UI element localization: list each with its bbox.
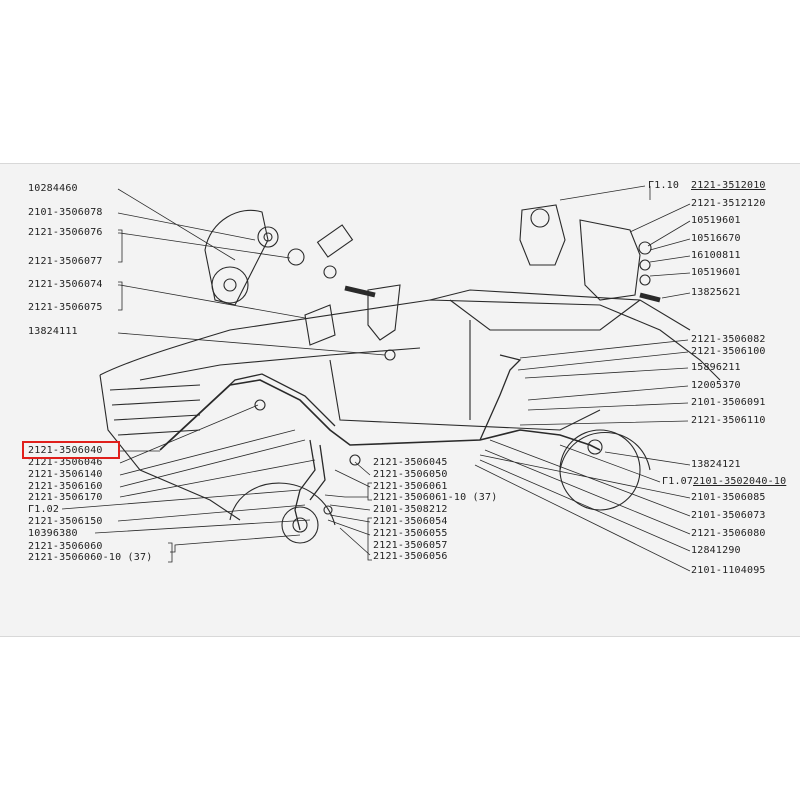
label-2121-3506040: 2121-3506040: [28, 445, 103, 456]
label-2121-3506054: 2121-3506054: [373, 516, 448, 527]
label-10519601-b: 10519601: [691, 267, 741, 278]
label-2121-3506100: 2121-3506100: [691, 346, 766, 357]
part-lever: [205, 210, 268, 305]
label-10519601-a: 10519601: [691, 215, 741, 226]
label-2121-3506170: 2121-3506170: [28, 492, 103, 503]
label-2121-3506046: 2121-3506046: [28, 457, 103, 468]
label-2121-3506060-10: 2121-3506060-10 (37): [28, 552, 153, 563]
front-wheel-arch: [230, 483, 335, 525]
label-10396380: 10396380: [28, 528, 78, 539]
label-2101-3506085: 2101-3506085: [691, 492, 766, 503]
label-15896211: 15896211: [691, 362, 741, 373]
label-2121-3506150: 2121-3506150: [28, 516, 103, 527]
label-2101-3508212: 2101-3508212: [373, 504, 448, 515]
label-16100811: 16100811: [691, 250, 741, 261]
grille: [110, 385, 200, 435]
label-13825621: 13825621: [691, 287, 741, 298]
brake-pipe-main: [160, 380, 600, 450]
label-g1-10: Г1.10: [648, 180, 680, 191]
label-2121-3506075: 2121-3506075: [28, 302, 103, 313]
rear-wheel-arch: [560, 433, 650, 471]
car-hood: [140, 348, 420, 380]
brake-pipe-front: [295, 440, 315, 530]
label-2121-3506076: 2121-3506076: [28, 227, 103, 238]
label-12841290: 12841290: [691, 545, 741, 556]
label-2121-3506110: 2121-3506110: [691, 415, 766, 426]
label-2121-3506060: 2121-3506060: [28, 541, 103, 552]
label-2121-3512120: 2121-3512120: [691, 198, 766, 209]
label-13824121: 13824121: [691, 459, 741, 470]
label-2121-3506061-10: 2121-3506061-10 (37): [373, 492, 498, 503]
part-cylinder: [318, 225, 353, 257]
label-2121-3512010: 2121-3512010: [691, 180, 766, 191]
label-2121-3506082: 2121-3506082: [691, 334, 766, 345]
part-disc: [212, 267, 248, 303]
label-2121-3506056: 2121-3506056: [373, 551, 448, 562]
label-g1-07: Г1.07: [662, 476, 694, 487]
label-10284460: 10284460: [28, 183, 78, 194]
label-2121-3506045: 2121-3506045: [373, 457, 448, 468]
car-front: [100, 375, 240, 520]
label-2101-3506073: 2101-3506073: [691, 510, 766, 521]
label-2121-3506080: 2121-3506080: [691, 528, 766, 539]
label-2101-3506091: 2101-3506091: [691, 397, 766, 408]
label-2101-3506078: 2101-3506078: [28, 207, 103, 218]
part-regulator-bracket: [580, 220, 640, 300]
label-2101-1104095: 2101-1104095: [691, 565, 766, 576]
label-2121-3506061: 2121-3506061: [373, 481, 448, 492]
label-10516670: 10516670: [691, 233, 741, 244]
label-13824111: 13824111: [28, 326, 78, 337]
side-panel: [330, 360, 600, 430]
label-2121-3506050: 2121-3506050: [373, 469, 448, 480]
label-2121-3506140: 2121-3506140: [28, 469, 103, 480]
label-2121-3506074: 2121-3506074: [28, 279, 103, 290]
part-link: [305, 305, 335, 345]
label-2121-3506077: 2121-3506077: [28, 256, 103, 267]
part-bushing: [258, 227, 278, 247]
windshield: [450, 300, 640, 330]
label-2101-3502040-10: 2101-3502040-10: [693, 476, 787, 487]
car-body-outline: [100, 300, 720, 380]
label-12005370: 12005370: [691, 380, 741, 391]
label-g1-02: Г1.02: [28, 504, 60, 515]
part-regulator: [520, 205, 565, 265]
label-2121-3506160: 2121-3506160: [28, 481, 103, 492]
highlight-box: [22, 441, 120, 459]
label-2121-3506055: 2121-3506055: [373, 528, 448, 539]
front-caliper: [282, 507, 318, 543]
label-2121-3506057: 2121-3506057: [373, 540, 448, 551]
